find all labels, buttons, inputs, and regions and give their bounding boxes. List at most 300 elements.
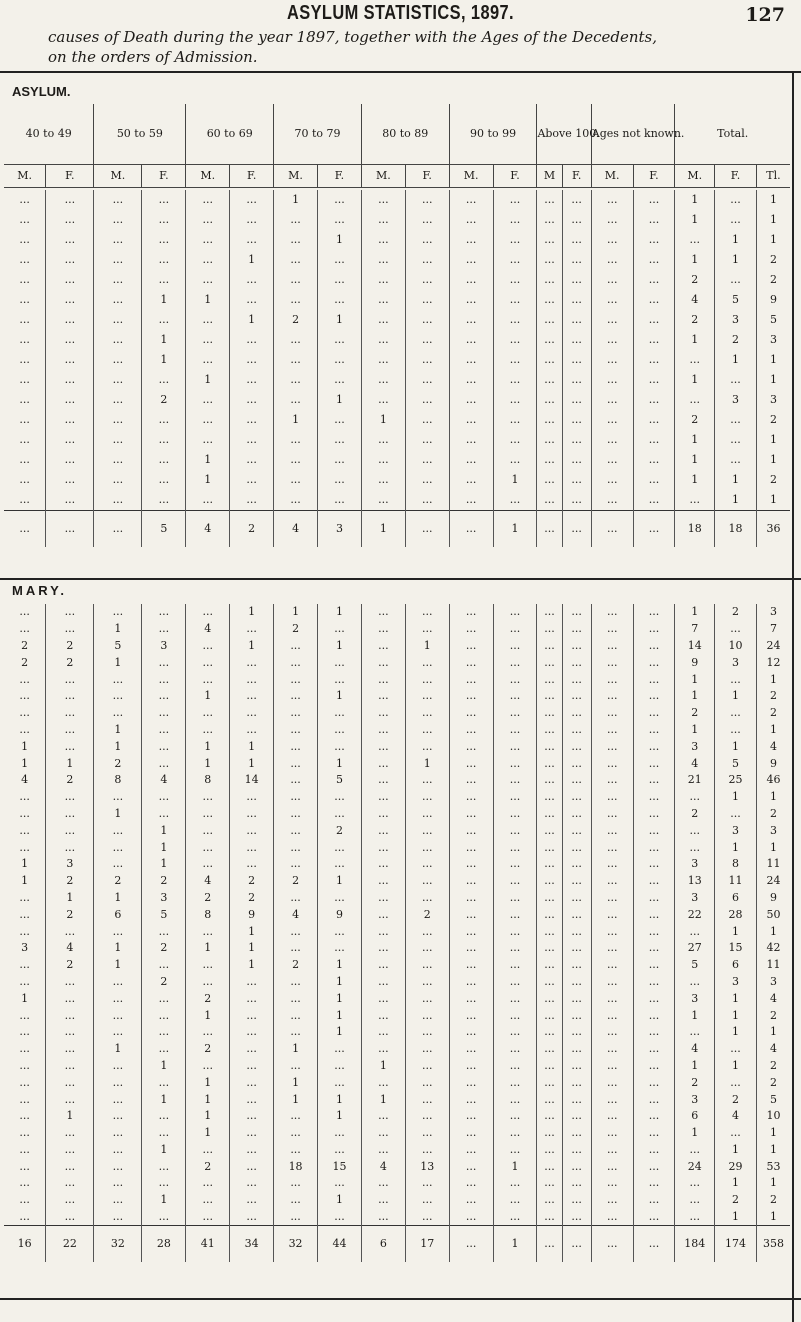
table-cell: ... xyxy=(537,350,562,370)
table-cell: ... xyxy=(230,490,274,511)
table-cell: ... xyxy=(46,490,94,511)
table-cell: ... xyxy=(46,705,94,722)
table-cell: 1 xyxy=(675,430,715,450)
table-cell: ... xyxy=(46,390,94,410)
table-cell: ... xyxy=(633,430,675,450)
table-cell: ... xyxy=(449,654,493,671)
table-cell: ... xyxy=(46,604,94,621)
table-cell: 9 xyxy=(230,906,274,923)
sex-header-cell: M. xyxy=(94,165,142,188)
table-cell: ... xyxy=(537,270,562,290)
table-cell: ... xyxy=(142,671,186,688)
table-cell: ... xyxy=(715,621,757,638)
table-cell: ... xyxy=(562,290,591,310)
table-cell: ... xyxy=(493,974,537,991)
table-cell: ... xyxy=(633,1175,675,1192)
table-cell: ... xyxy=(493,957,537,974)
table-cell: ... xyxy=(591,490,633,511)
table-cell: 1 xyxy=(756,671,790,688)
table-cell: 1 xyxy=(21,756,29,770)
table-cell: ... xyxy=(405,621,449,638)
table-cell: 2 xyxy=(675,1074,715,1091)
table-cell: 3 xyxy=(675,738,715,755)
table-cell: ... xyxy=(230,839,274,856)
table-cell: ... xyxy=(449,1041,493,1058)
table-cell: ... xyxy=(537,755,562,772)
group-90-99: 90 to 99 xyxy=(449,104,537,165)
table-cell: ... xyxy=(46,822,94,839)
table-cell: ... xyxy=(361,688,405,705)
table-cell: ... xyxy=(19,453,30,466)
table-cell: ... xyxy=(449,940,493,957)
table-cell: 1 xyxy=(186,1074,230,1091)
table-cell: ... xyxy=(274,654,318,671)
table-cell: 5 xyxy=(756,310,790,330)
table-cell: ... xyxy=(449,310,493,330)
table-cell: 2 xyxy=(756,806,790,823)
table-cell: ... xyxy=(46,230,94,250)
table-cell: ... xyxy=(493,310,537,330)
table-cell: ... xyxy=(318,806,362,823)
table-cell: ... xyxy=(46,210,94,230)
table-cell: ... xyxy=(94,1074,142,1091)
table-cell: ... xyxy=(361,789,405,806)
table-cell: ... xyxy=(186,957,230,974)
table-cell: 1 xyxy=(186,738,230,755)
sex-header-cell: M. xyxy=(449,165,493,188)
table-cell: 1 xyxy=(142,1192,186,1209)
table-cell: ... xyxy=(46,410,94,430)
total-cell: ... xyxy=(449,1226,493,1263)
table-cell: ... xyxy=(493,390,537,410)
table-cell: ... xyxy=(46,330,94,350)
table-cell: ... xyxy=(633,310,675,330)
table-cell: ... xyxy=(142,410,186,430)
table-cell: ... xyxy=(186,1058,230,1075)
table-cell: 2 xyxy=(715,604,757,621)
table-cell: ... xyxy=(361,430,405,450)
table-cell: ... xyxy=(633,250,675,270)
table-cell: 4 xyxy=(46,940,94,957)
table-cell: ... xyxy=(562,856,591,873)
table-cell: ... xyxy=(230,450,274,470)
table-cell: ... xyxy=(186,1192,230,1209)
table-cell: ... xyxy=(142,604,186,621)
table-cell: 4 xyxy=(756,990,790,1007)
table-cell: ... xyxy=(405,1058,449,1075)
table-cell: ... xyxy=(46,290,94,310)
table-cell: 8 xyxy=(94,772,142,789)
table-row xyxy=(4,923,790,940)
table-cell: ... xyxy=(405,310,449,330)
caption-line-1: causes of Death during the year 1897, together with the Ages of the Decedents, xyxy=(48,28,657,46)
sex-header-cell: F. xyxy=(562,165,591,188)
table-cell: ... xyxy=(715,450,757,470)
table-cell: ... xyxy=(186,1209,230,1226)
table-cell: 2 xyxy=(756,1074,790,1091)
table-cell: ... xyxy=(318,1125,362,1142)
table-row xyxy=(4,1091,790,1108)
total-cell: 18 xyxy=(715,511,757,548)
sex-header-cell: M. xyxy=(186,165,230,188)
table-cell: ... xyxy=(562,210,591,230)
table-cell: ... xyxy=(361,671,405,688)
table-cell: 1 xyxy=(46,1108,94,1125)
table-cell: ... xyxy=(562,370,591,390)
table-row xyxy=(4,410,790,430)
table-cell: ... xyxy=(318,621,362,638)
table-cell: 1 xyxy=(756,1209,790,1226)
table-cell: ... xyxy=(405,230,449,250)
table-cell: ... xyxy=(591,738,633,755)
sex-header-cell: M. xyxy=(4,165,46,188)
table-cell: ... xyxy=(562,906,591,923)
total-cell: 6 xyxy=(361,1226,405,1263)
table-cell: 1 xyxy=(94,890,142,907)
table-cell: ... xyxy=(493,806,537,823)
total-cell: 4 xyxy=(186,511,230,548)
table-cell: ... xyxy=(537,974,562,991)
sex-header-cell: F. xyxy=(230,165,274,188)
table-cell: ... xyxy=(19,689,30,703)
table-cell: ... xyxy=(318,654,362,671)
table-cell: 28 xyxy=(715,906,757,923)
table-cell: ... xyxy=(591,822,633,839)
total-cell: ... xyxy=(562,511,591,548)
group-80-89: 80 to 89 xyxy=(361,104,449,165)
sex-header-cell: F. xyxy=(493,165,537,188)
table-cell: ... xyxy=(591,1209,633,1226)
table-cell: ... xyxy=(449,856,493,873)
table-cell: ... xyxy=(591,1091,633,1108)
table-cell: ... xyxy=(493,722,537,739)
table-cell: ... xyxy=(186,806,230,823)
table-cell: ... xyxy=(449,755,493,772)
table-cell: ... xyxy=(562,190,591,210)
table-cell: ... xyxy=(449,688,493,705)
table-cell: ... xyxy=(19,1142,30,1156)
table-cell: ... xyxy=(537,1209,562,1226)
table-cell: ... xyxy=(274,490,318,511)
table-cell: ... xyxy=(230,1158,274,1175)
table-cell: ... xyxy=(633,370,675,390)
table-cell: 21 xyxy=(675,772,715,789)
table-cell: 9 xyxy=(318,906,362,923)
table-cell: 2 xyxy=(186,990,230,1007)
table-cell: ... xyxy=(562,250,591,270)
table-cell: ... xyxy=(493,1041,537,1058)
total-cell: 1 xyxy=(361,511,405,548)
table-cell: ... xyxy=(591,890,633,907)
table-cell: ... xyxy=(186,310,230,330)
table-cell: ... xyxy=(493,1175,537,1192)
table-cell: ... xyxy=(562,1142,591,1159)
table-cell: 18 xyxy=(274,1158,318,1175)
table-cell: ... xyxy=(493,1024,537,1041)
table-cell: ... xyxy=(186,430,230,450)
table-cell: 1 xyxy=(756,430,790,450)
table-cell: ... xyxy=(361,738,405,755)
table-cell: ... xyxy=(537,1158,562,1175)
table-cell: ... xyxy=(274,688,318,705)
table-cell: ... xyxy=(562,940,591,957)
table-row xyxy=(4,210,790,230)
table-cell: 1 xyxy=(46,755,94,772)
caption-line-2: on the orders of Admission. xyxy=(48,48,258,66)
table-cell: 11 xyxy=(756,856,790,873)
table-row xyxy=(4,270,790,290)
table-cell: ... xyxy=(230,1041,274,1058)
group-50-59: 50 to 59 xyxy=(94,104,186,165)
table-cell: ... xyxy=(633,604,675,621)
table-cell: ... xyxy=(19,493,30,506)
table-cell: ... xyxy=(274,772,318,789)
table-cell: ... xyxy=(675,923,715,940)
table-cell: ... xyxy=(591,390,633,410)
table-row xyxy=(4,722,790,739)
table-cell: ... xyxy=(94,430,142,450)
table-cell: ... xyxy=(142,806,186,823)
total-cell: ... xyxy=(4,511,46,548)
table-cell: 3 xyxy=(675,990,715,1007)
table-cell: ... xyxy=(186,822,230,839)
total-cell: 1 xyxy=(493,1226,537,1263)
table-cell: 1 xyxy=(756,210,790,230)
table-cell: ... xyxy=(405,290,449,310)
table-cell: ... xyxy=(405,772,449,789)
table-cell: ... xyxy=(46,671,94,688)
table-cell: 3 xyxy=(715,654,757,671)
table-cell: ... xyxy=(46,722,94,739)
table-cell: ... xyxy=(142,990,186,1007)
table-cell: ... xyxy=(318,330,362,350)
table-cell: ... xyxy=(715,1074,757,1091)
table-cell: ... xyxy=(493,638,537,655)
table-cell: ... xyxy=(449,722,493,739)
table-cell: 2 xyxy=(756,470,790,490)
table-cell: 3 xyxy=(715,310,757,330)
table-cell: ... xyxy=(715,722,757,739)
table-cell: ... xyxy=(142,270,186,290)
table-cell: 14 xyxy=(675,638,715,655)
table-cell: 1 xyxy=(675,190,715,210)
table-cell: 6 xyxy=(675,1108,715,1125)
group-60-69: 60 to 69 xyxy=(186,104,274,165)
table-cell: 2 xyxy=(274,957,318,974)
table-cell: ... xyxy=(493,1209,537,1226)
table-cell: ... xyxy=(562,923,591,940)
total-cell: 18 xyxy=(675,511,715,548)
table-cell: ... xyxy=(46,270,94,290)
table-row xyxy=(4,1074,790,1091)
table-cell: ... xyxy=(405,688,449,705)
table-cell: ... xyxy=(562,1058,591,1075)
table-cell: 1 xyxy=(318,688,362,705)
table-cell: ... xyxy=(493,1142,537,1159)
table-cell: ... xyxy=(186,230,230,250)
table-cell: 1 xyxy=(715,470,757,490)
table-cell: 5 xyxy=(715,755,757,772)
table-row xyxy=(4,1125,790,1142)
table-cell: ... xyxy=(405,490,449,511)
table-cell: ... xyxy=(493,822,537,839)
table-cell: 2 xyxy=(186,890,230,907)
table-cell: 1 xyxy=(230,250,274,270)
table-cell: 1 xyxy=(318,310,362,330)
table-cell: ... xyxy=(591,957,633,974)
table-cell: ... xyxy=(591,210,633,230)
table-cell: 1 xyxy=(715,839,757,856)
table-cell: ... xyxy=(19,1008,30,1022)
table-cell: 1 xyxy=(715,1058,757,1075)
group-70-79: 70 to 79 xyxy=(274,104,362,165)
table-cell: ... xyxy=(449,350,493,370)
table-cell: ... xyxy=(633,410,675,430)
table-cell: ... xyxy=(633,1158,675,1175)
table-cell: ... xyxy=(562,839,591,856)
table-cell: ... xyxy=(361,705,405,722)
table-cell: ... xyxy=(186,604,230,621)
total-cell: ... xyxy=(633,511,675,548)
table-row xyxy=(4,906,790,923)
table-cell: ... xyxy=(405,1007,449,1024)
table-cell: ... xyxy=(537,1091,562,1108)
table-cell: ... xyxy=(449,1142,493,1159)
table-cell: 1 xyxy=(186,470,230,490)
table-cell: ... xyxy=(562,722,591,739)
table-cell: ... xyxy=(274,1192,318,1209)
group-above-100: Above 100. xyxy=(537,104,591,165)
table-cell: ... xyxy=(591,290,633,310)
table-cell: 2 xyxy=(675,310,715,330)
table-cell: 1 xyxy=(715,490,757,511)
table-cell: 9 xyxy=(756,890,790,907)
table-cell: ... xyxy=(94,190,142,210)
total-row xyxy=(4,1226,790,1263)
table-cell: ... xyxy=(361,310,405,330)
table-cell: 1 xyxy=(318,873,362,890)
table-cell: ... xyxy=(675,839,715,856)
table-cell: ... xyxy=(591,755,633,772)
table-cell: ... xyxy=(46,190,94,210)
table-cell: 7 xyxy=(756,621,790,638)
table-cell: ... xyxy=(361,990,405,1007)
table-cell: ... xyxy=(633,940,675,957)
sex-header-cell: F. xyxy=(46,165,94,188)
table-cell: ... xyxy=(449,772,493,789)
table-cell: ... xyxy=(19,1159,30,1173)
table-cell: 12 xyxy=(756,654,790,671)
table-cell: ... xyxy=(318,290,362,310)
table-cell: ... xyxy=(537,470,562,490)
table-cell: ... xyxy=(537,839,562,856)
table-cell: ... xyxy=(591,654,633,671)
total-cell: ... xyxy=(46,511,94,548)
table-cell: ... xyxy=(537,1007,562,1024)
table-cell: ... xyxy=(591,906,633,923)
table-cell: 4 xyxy=(756,738,790,755)
table-cell: ... xyxy=(537,638,562,655)
table-cell: ... xyxy=(142,1175,186,1192)
table-cell: ... xyxy=(46,1041,94,1058)
table-cell: ... xyxy=(493,604,537,621)
table-cell: ... xyxy=(230,1024,274,1041)
table-cell: ... xyxy=(142,621,186,638)
table-cell: ... xyxy=(19,393,30,406)
table-cell: 2 xyxy=(94,873,142,890)
table-cell: 1 xyxy=(675,250,715,270)
table-cell: 1 xyxy=(274,1091,318,1108)
table-cell: 2 xyxy=(21,638,29,652)
table-cell: 2 xyxy=(21,655,29,669)
table-cell: ... xyxy=(274,1125,318,1142)
table-cell: 9 xyxy=(675,654,715,671)
table-cell: ... xyxy=(562,1209,591,1226)
total-cell: ... xyxy=(537,511,562,548)
table-cell: 1 xyxy=(675,450,715,470)
table-cell: ... xyxy=(537,1041,562,1058)
table-cell: ... xyxy=(94,789,142,806)
table-cell: ... xyxy=(230,470,274,490)
table-cell: ... xyxy=(19,1193,30,1207)
table-cell: ... xyxy=(562,688,591,705)
table-cell: ... xyxy=(405,1209,449,1226)
table-cell: ... xyxy=(562,621,591,638)
table-cell: ... xyxy=(633,210,675,230)
table-cell: 13 xyxy=(675,873,715,890)
table-cell: ... xyxy=(449,839,493,856)
table-cell: ... xyxy=(591,638,633,655)
table-cell: ... xyxy=(46,738,94,755)
table-cell: ... xyxy=(230,856,274,873)
table-cell: ... xyxy=(591,370,633,390)
table-cell: 2 xyxy=(675,806,715,823)
table-cell: ... xyxy=(493,873,537,890)
table-cell: ... xyxy=(493,856,537,873)
table-row xyxy=(4,1024,790,1041)
table-row xyxy=(4,1041,790,1058)
table-cell: ... xyxy=(274,470,318,490)
table-cell: ... xyxy=(493,490,537,511)
table-cell: 1 xyxy=(318,990,362,1007)
table-cell: 1 xyxy=(230,738,274,755)
table-cell: ... xyxy=(405,789,449,806)
table-cell: ... xyxy=(562,330,591,350)
table-cell: ... xyxy=(19,253,30,266)
table-cell: 1 xyxy=(142,1142,186,1159)
table-cell: 2 xyxy=(756,410,790,430)
table-row xyxy=(4,470,790,490)
table-cell: ... xyxy=(361,604,405,621)
table-cell: ... xyxy=(142,1007,186,1024)
table-cell: ... xyxy=(449,1108,493,1125)
table-cell: 2 xyxy=(756,270,790,290)
table-cell: 2 xyxy=(46,772,94,789)
table-cell: 1 xyxy=(94,621,142,638)
table-cell: ... xyxy=(405,705,449,722)
table-cell: 2 xyxy=(94,755,142,772)
table-cell: ... xyxy=(19,1025,30,1039)
table-cell: 13 xyxy=(405,1158,449,1175)
table-cell: ... xyxy=(675,974,715,991)
table-cell: ... xyxy=(94,1125,142,1142)
table-cell: ... xyxy=(19,293,30,306)
table-cell: ... xyxy=(230,210,274,230)
total-cell: 41 xyxy=(186,1226,230,1263)
table-cell: 3 xyxy=(675,890,715,907)
table-cell: ... xyxy=(186,638,230,655)
table-cell: ... xyxy=(493,450,537,470)
